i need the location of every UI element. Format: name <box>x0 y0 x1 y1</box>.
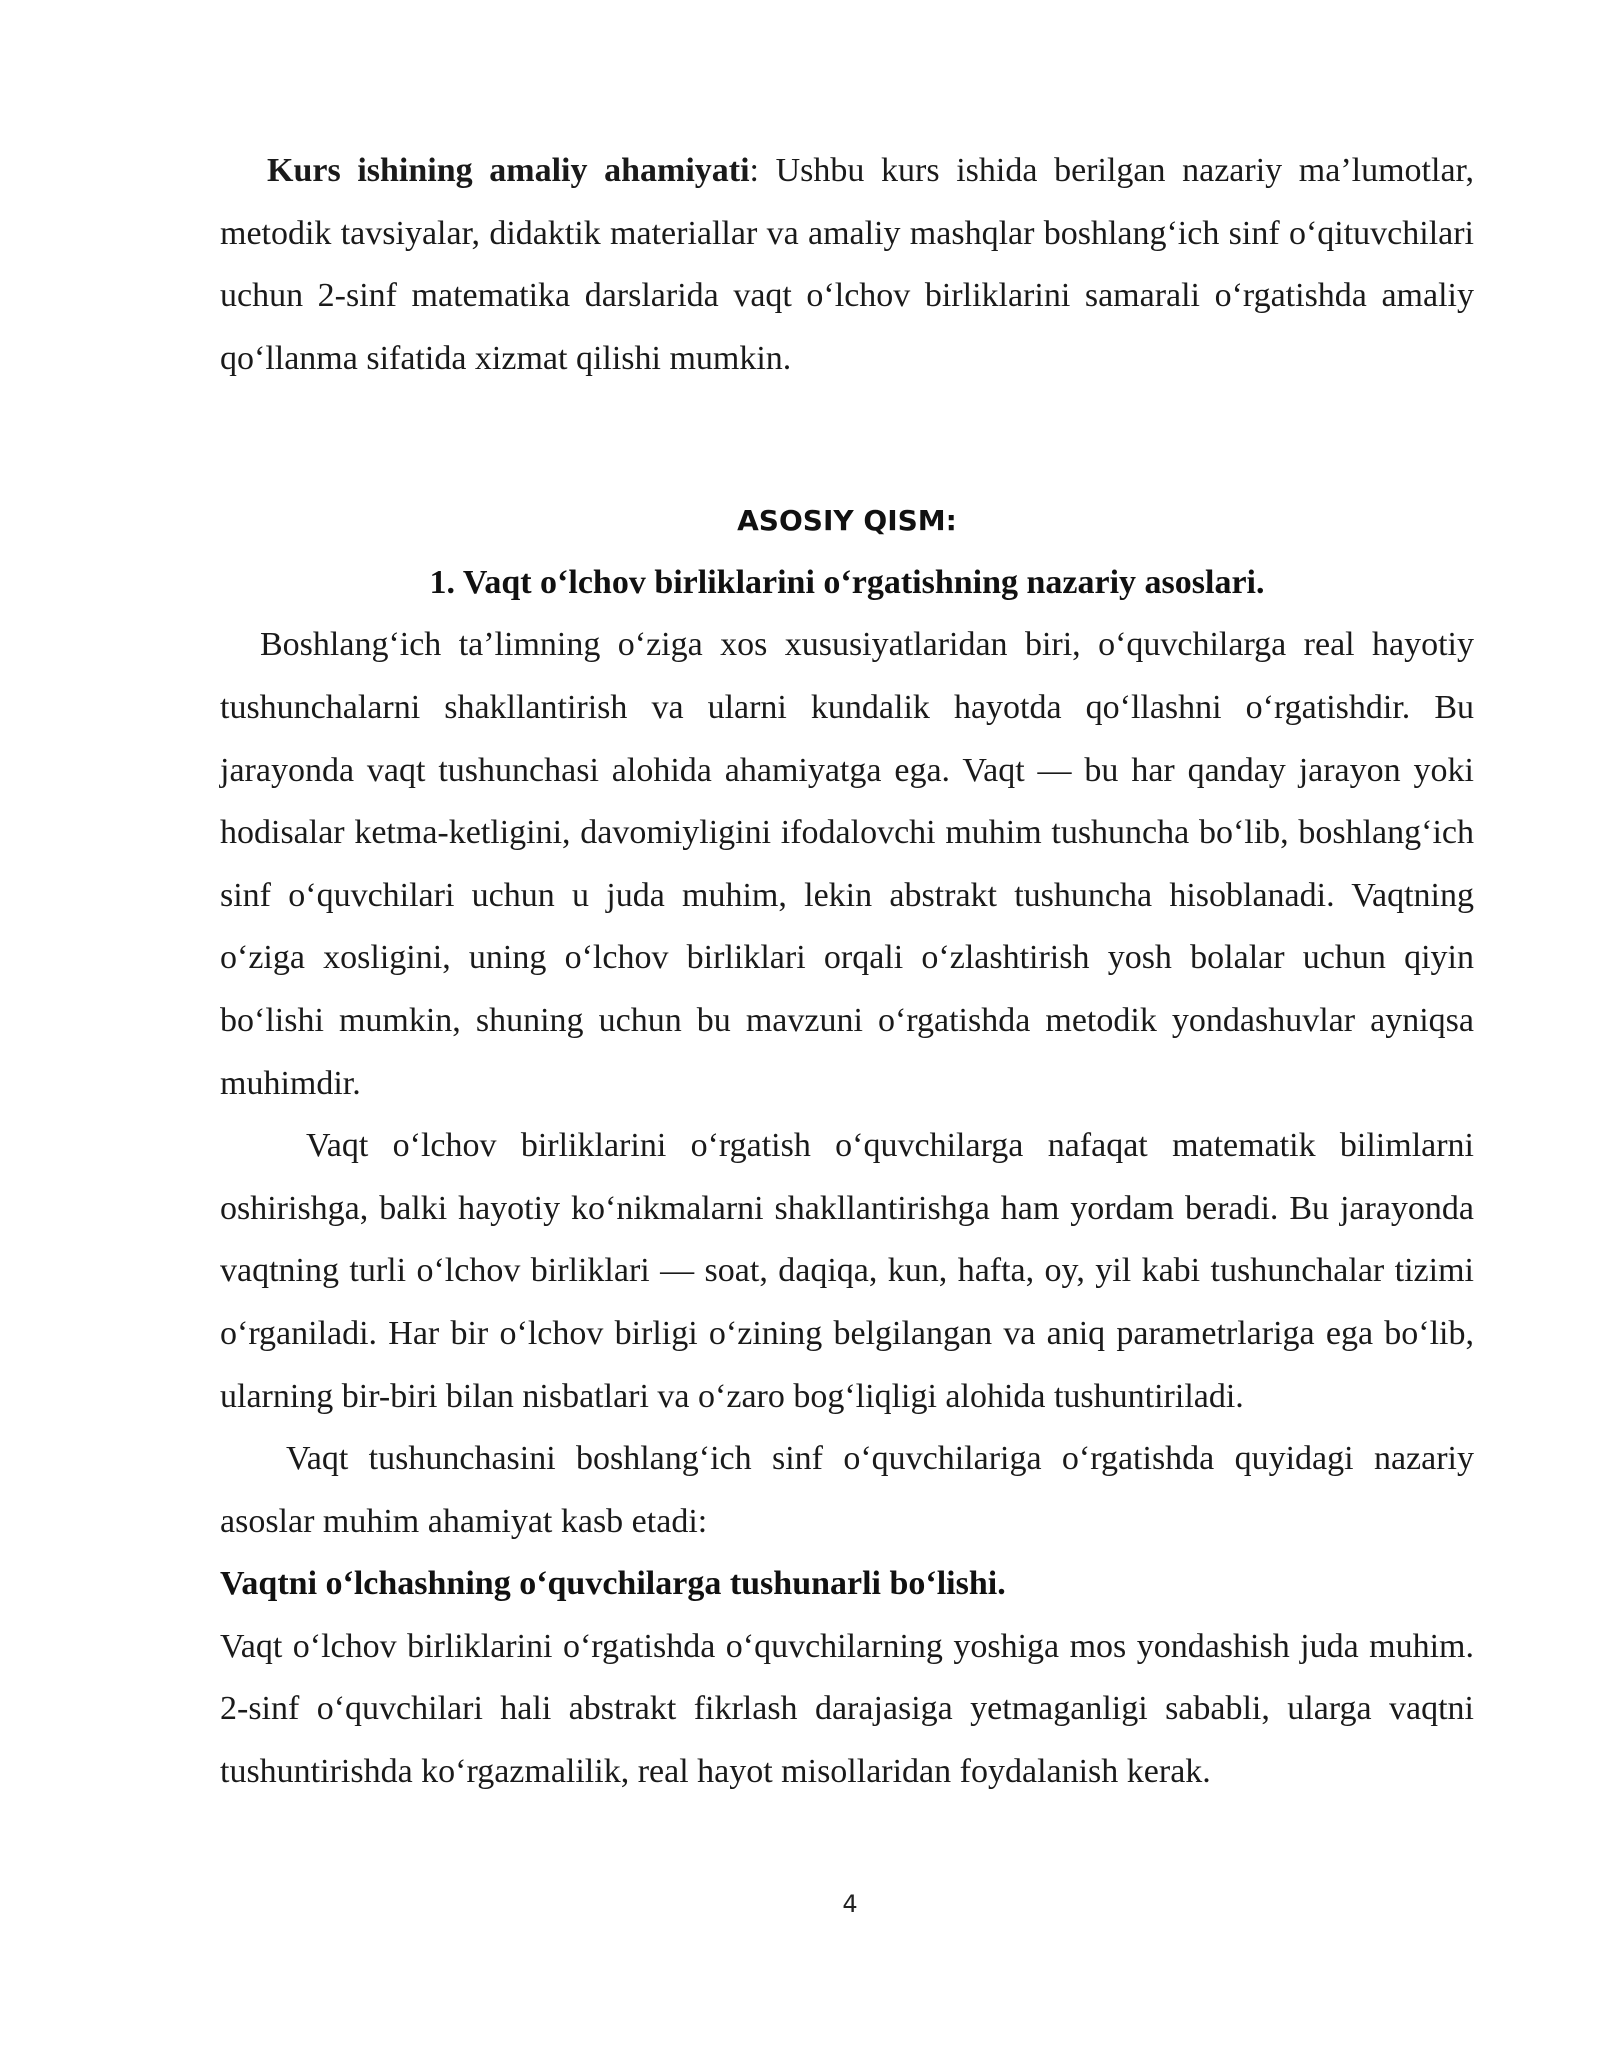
intro-text: : Ushbu kurs ishida berilgan nazariy ma’lumotlar, metodik tavsiyalar, didaktik materiallar va amaliy mashqlar boshlang‘ich sinf o‘qituvchilari uchun 2-sinf matematika darslarida vaqt o‘lchov birliklarini samarali o‘rgatishda amaliy qo‘llanma sifatida xizmat qilishi mumkin. <box>220 152 1474 377</box>
chapter-title: 1. Vaqt o‘lchov birliklarini o‘rgatishning nazariy asoslari. <box>429 564 1265 602</box>
body-paragraph-4: Vaqt o‘lchov birliklarini o‘rgatishda o‘quvchilarning yoshiga mos yondashish juda muhim. 2-sinf o‘quvchilari hali abstrakt fikrlash darajasiga yetmaganligi sababli, ularga vaqtni tushuntirishda ko‘rgazmalilik, real hayot misollaridan foydalanish kerak. <box>220 1627 1474 1791</box>
subheading: Vaqtni o‘lchashning o‘quvchilarga tushunarli bo‘lishi. <box>220 1565 1006 1603</box>
section-label: ASOSIY QISM: <box>737 504 957 538</box>
intro-paragraph <box>220 140 1474 390</box>
body-paragraph-1: Boshlang‘ich ta’limning o‘ziga xos xususiyatlaridan biri, o‘quvchilarga real hayotiy tushunchalarni shakllantirish va ularni kundalik hayotda qo‘llashni o‘rgatishdir. Bu jarayonda vaqt tushunchasi alohida ahamiyatga ega. Vaqt — bu har qanday jarayon yoki hodisalar ketma-ketligini, davomiyligini ifodalovchi muhim tushuncha bo‘lib, boshlang‘ich sinf o‘quvchilari uchun u juda muhim, lekin abstrakt tushuncha hisoblanadi. Vaqtning o‘ziga xosligini, uning o‘lchov birliklari orqali o‘zlashtirish yosh bolalar uchun qiyin bo‘lishi mumkin, shuning uchun bu mavzuni o‘rgatishda metodik yondashuvlar ayniqsa muhimdir. <box>220 626 1474 1102</box>
page-number: 4 <box>842 1890 858 1918</box>
body-paragraph-2: Vaqt o‘lchov birliklarini o‘rgatish o‘quvchilarga nafaqat matematik bilimlarni oshirishga, balki hayotiy ko‘nikmalarni shakllantirishga ham yordam beradi. Bu jarayonda vaqtning turli o‘lchov birliklari — soat, daqiqa, kun, hafta, oy, yil kabi tushunchalar tizimi o‘rganiladi. Har bir o‘lchov birligi o‘zining belgilangan va aniq parametrlariga ega bo‘lib, ularning bir-biri bilan nisbatlari va o‘zaro bog‘liqligi alohida tushuntiriladi. <box>220 1127 1474 1415</box>
document-page <box>220 140 1474 1804</box>
body-paragraph-3: Vaqt tushunchasini boshlang‘ich sinf o‘quvchilariga o‘rgatishda quyidagi nazariy asoslar muhim ahamiyat kasb etadi: <box>220 1440 1474 1540</box>
intro-lead-bold: Kurs ishining amaliy ahamiyati <box>267 152 750 189</box>
